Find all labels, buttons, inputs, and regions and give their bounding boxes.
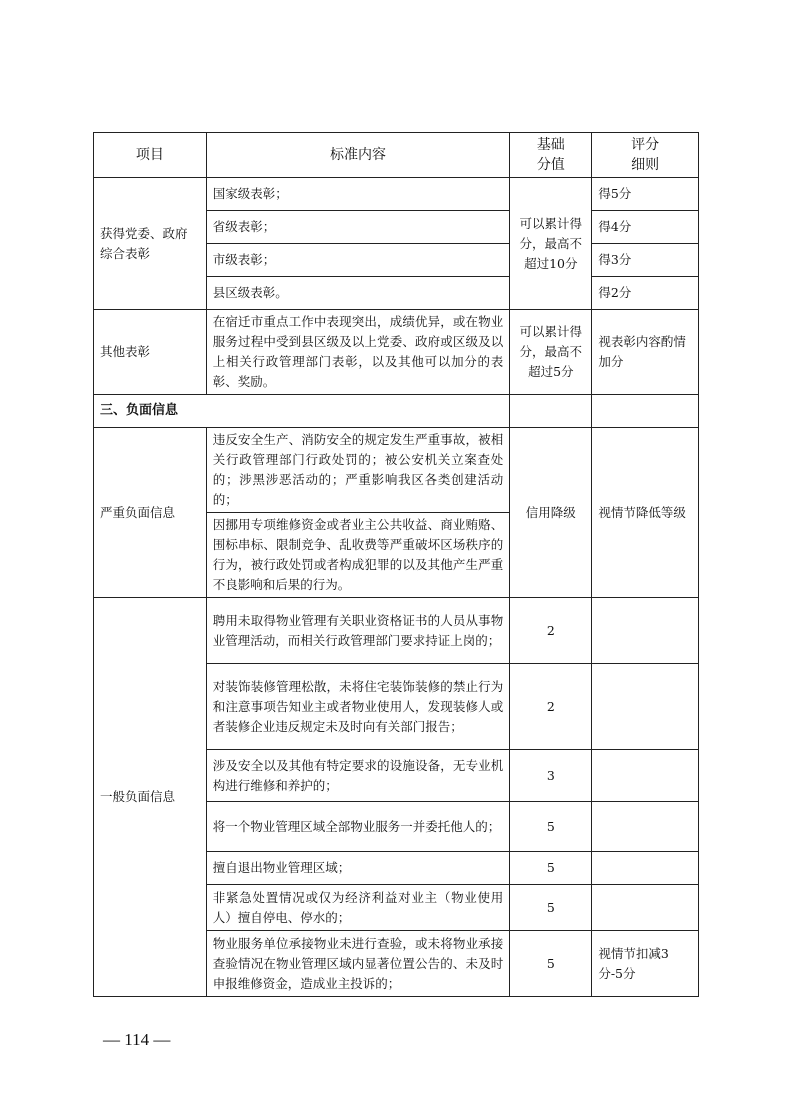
table-cell: 5 [510, 931, 592, 997]
award-other-base: 可以累计得分，最高不超过5分 [510, 310, 592, 395]
section-title: 三、负面信息 [94, 395, 510, 428]
general-item: 一般负面信息 [94, 598, 207, 997]
table-cell: 得4分 [592, 211, 699, 244]
table-cell: 涉及安全以及其他有特定要求的设施设备，无专业机构进行维修和养护的； [206, 750, 510, 802]
serious-item: 严重负面信息 [94, 428, 207, 598]
header-rule: 评分 细则 [592, 133, 699, 178]
table-cell [592, 750, 699, 802]
serious-base: 信用降级 [510, 428, 592, 598]
table-cell: 2 [510, 664, 592, 750]
table-row [94, 310, 699, 395]
table-cell: 擅自退出物业管理区域； [206, 852, 510, 885]
award-party-base: 可以累计得分，最高不超过10分 [510, 178, 592, 310]
scoring-table [93, 132, 699, 997]
table-cell: 5 [510, 852, 592, 885]
table-cell: 5 [510, 802, 592, 852]
table-cell [592, 598, 699, 664]
section-row [94, 395, 699, 428]
header-item: 项目 [94, 133, 207, 178]
header-content: 标准内容 [206, 133, 510, 178]
award-other-content: 在宿迁市重点工作中表现突出，成绩优异，或在物业服务过程中受到县区级及以上党委、政府或区级及以上相关行政管理部门表彰，以及其他可以加分的表彰、奖励。 [206, 310, 510, 395]
table-cell: 聘用未取得物业管理有关职业资格证书的人员从事物业管理活动，而相关行政管理部门要求持证上岗的； [206, 598, 510, 664]
award-other-rule: 视表彰内容酌情加分 [592, 310, 699, 395]
header-base: 基础 分值 [510, 133, 592, 178]
table-cell: 对装饰装修管理松散，未将住宅装饰装修的禁止行为和注意事项告知业主或者物业使用人，发现装修人或者装修企业违反规定未及时向有关部门报告； [206, 664, 510, 750]
table-cell [592, 664, 699, 750]
table-cell: 非紧急处置情况或仅为经济利益对业主（物业使用人）擅自停电、停水的； [206, 885, 510, 931]
table-row [94, 428, 699, 513]
table-cell: 5 [510, 885, 592, 931]
table-cell [592, 395, 699, 428]
award-party-item: 获得党委、政府综合表彰 [94, 178, 207, 310]
table-row [94, 598, 699, 664]
table-cell [592, 885, 699, 931]
table-cell: 县区级表彰。 [206, 277, 510, 310]
award-other-item: 其他表彰 [94, 310, 207, 395]
table-cell: 得3分 [592, 244, 699, 277]
table-cell [510, 395, 592, 428]
table-cell: 得5分 [592, 178, 699, 211]
table-cell: 将一个物业管理区域全部物业服务一并委托他人的； [206, 802, 510, 852]
table-cell: 违反安全生产、消防安全的规定发生严重事故，被相关行政管理部门行政处罚的；被公安机关立案查处的；涉黑涉恶活动的；严重影响我区各类创建活动的； [206, 428, 510, 513]
table-cell [592, 802, 699, 852]
header-row [94, 133, 699, 178]
table-cell: 因挪用专项维修资金或者业主公共收益、商业贿赂、围标串标、限制竞争、乱收费等严重破坏区场秩序的行为，被行政处罚或者构成犯罪的以及其他产生严重不良影响和后果的行为。 [206, 513, 510, 598]
general-rule: 视情节扣减3分-5分 [592, 931, 699, 997]
table-row [94, 178, 699, 211]
table-cell [592, 852, 699, 885]
table-cell: 省级表彰； [206, 211, 510, 244]
table-cell: 得2分 [592, 277, 699, 310]
table-cell: 3 [510, 750, 592, 802]
serious-rule: 视情节降低等级 [592, 428, 699, 598]
table-cell: 2 [510, 598, 592, 664]
table-cell: 物业服务单位承接物业未进行查验，或未将物业承接查验情况在物业管理区域内显著位置公告的、未及时申报维修资金，造成业主投诉的； [206, 931, 510, 997]
table-cell: 国家级表彰； [206, 178, 510, 211]
page-number: — 114 — [103, 1030, 171, 1049]
table-cell: 市级表彰； [206, 244, 510, 277]
